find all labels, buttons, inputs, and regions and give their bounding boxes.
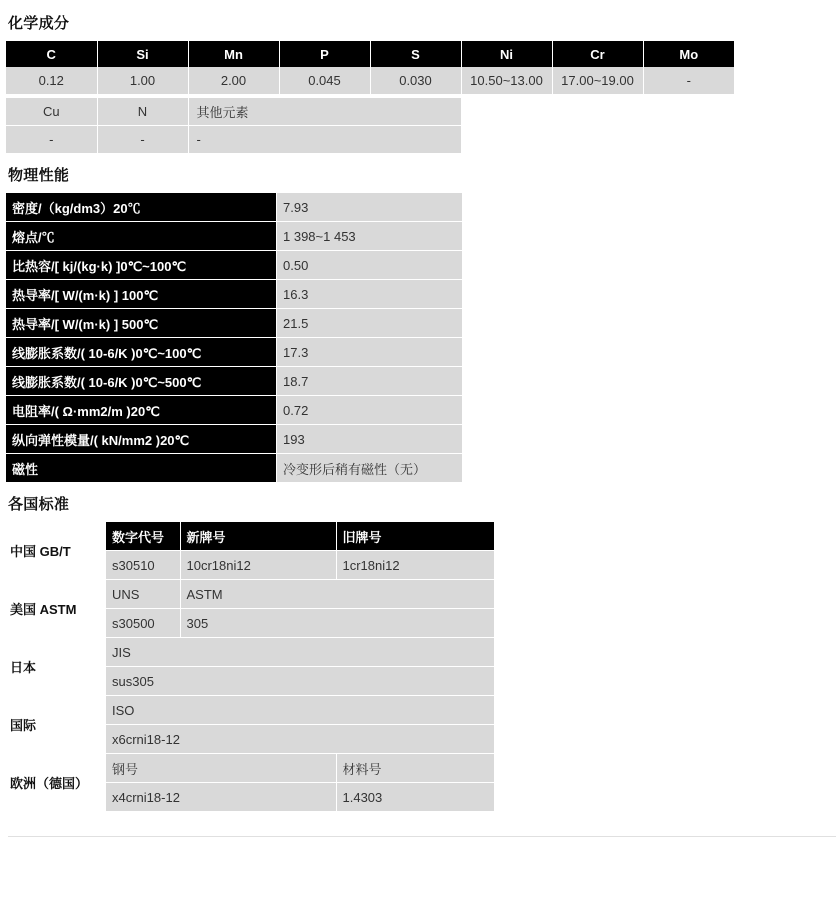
cell-mn-value: 2.00 xyxy=(188,67,279,95)
section-title-chemical: 化学成分 xyxy=(8,15,70,32)
cell-usa-uns: s30500 xyxy=(106,609,180,638)
column-header-japan-jis: JIS xyxy=(106,638,494,667)
column-header-p: P xyxy=(279,41,370,67)
cell-c-value: 0.12 xyxy=(6,67,97,95)
column-header-c: C xyxy=(6,41,97,67)
row-value-melting-point: 1 398~1 453 xyxy=(277,222,463,251)
row-value-specific-heat: 0.50 xyxy=(277,251,463,280)
row-label-thermal-conductivity-500: 热导率/[ W/(m·k) ] 500℃ xyxy=(6,309,277,338)
table-row xyxy=(6,67,734,95)
table-row xyxy=(6,425,462,454)
cell-usa-astm: 305 xyxy=(180,609,494,638)
table-row xyxy=(6,580,494,609)
column-header-mn: Mn xyxy=(188,41,279,67)
standard-name-china: 中国 GB/T xyxy=(6,522,106,580)
bottom-divider xyxy=(8,836,836,837)
standard-name-usa: 美国 ASTM xyxy=(6,580,106,638)
column-header-s: S xyxy=(370,41,461,67)
cell-japan-jis: sus305 xyxy=(106,667,494,696)
column-header-ni: Ni xyxy=(461,41,552,67)
row-value-magnetism: 冷变形后稍有磁性（无） xyxy=(277,454,463,483)
row-label-melting-point: 熔点/℃ xyxy=(6,222,277,251)
table-row xyxy=(6,280,462,309)
row-label-specific-heat: 比热容/[ kj/(kg·k) ]0℃~100℃ xyxy=(6,251,277,280)
row-value-elastic-modulus: 193 xyxy=(277,425,463,454)
standard-name-international: 国际 xyxy=(6,696,106,754)
cell-si-value: 1.00 xyxy=(97,67,188,95)
row-value-expansion-100: 17.3 xyxy=(277,338,463,367)
cell-china-old-grade: 1cr18ni12 xyxy=(336,551,494,580)
cell-europe-material-number: 1.4303 xyxy=(336,783,494,812)
cell-n-value: - xyxy=(97,126,188,154)
table-row xyxy=(6,338,462,367)
cell-cu-value: - xyxy=(6,126,97,154)
cell-p-value: 0.045 xyxy=(279,67,370,95)
table-row xyxy=(6,696,494,725)
cell-china-code: s30510 xyxy=(106,551,180,580)
column-header-other-elements: 其他元素 xyxy=(188,98,461,126)
table-row xyxy=(6,522,494,551)
column-header-usa-uns: UNS xyxy=(106,580,180,609)
row-label-resistivity: 电阻率/( Ω·mm2/m )20℃ xyxy=(6,396,277,425)
column-header-europe-material-number: 材料号 xyxy=(336,754,494,783)
table-row xyxy=(6,754,494,783)
cell-europe-steel-number: x4crni18-12 xyxy=(106,783,336,812)
row-label-expansion-100: 线膨胀系数/( 10-6/K )0℃~100℃ xyxy=(6,338,277,367)
cell-cr-value: 17.00~19.00 xyxy=(552,67,643,95)
column-header-si: Si xyxy=(97,41,188,67)
column-header-europe-steel-number: 钢号 xyxy=(106,754,336,783)
table-row xyxy=(6,126,734,154)
column-header-cr: Cr xyxy=(552,41,643,67)
column-header-international-iso: ISO xyxy=(106,696,494,725)
table-row xyxy=(6,193,462,222)
table-row-header-secondary xyxy=(6,98,734,126)
column-header-mo: Mo xyxy=(643,41,734,67)
table-row-header xyxy=(6,41,734,67)
column-header-china-new-grade: 新牌号 xyxy=(180,522,336,551)
chemical-composition-table xyxy=(6,41,734,154)
row-label-expansion-500: 线膨胀系数/( 10-6/K )0℃~500℃ xyxy=(6,367,277,396)
national-standards-table xyxy=(6,522,494,812)
row-label-elastic-modulus: 纵向弹性模量/( kN/mm2 )20℃ xyxy=(6,425,277,454)
cell-empty xyxy=(461,126,734,154)
cell-china-new-grade: 10cr18ni12 xyxy=(180,551,336,580)
row-label-thermal-conductivity-100: 热导率/[ W/(m·k) ] 100℃ xyxy=(6,280,277,309)
column-header-china-code: 数字代号 xyxy=(106,522,180,551)
column-header-cu: Cu xyxy=(6,98,97,126)
table-row xyxy=(6,367,462,396)
cell-s-value: 0.030 xyxy=(370,67,461,95)
standard-name-europe: 欧洲（德国） xyxy=(6,754,106,812)
column-header-n: N xyxy=(97,98,188,126)
cell-other-elements-value: - xyxy=(188,126,461,154)
row-label-density: 密度/（kg/dm3）20℃ xyxy=(6,193,277,222)
table-row xyxy=(6,638,494,667)
column-header-china-old-grade: 旧牌号 xyxy=(336,522,494,551)
cell-ni-value: 10.50~13.00 xyxy=(461,67,552,95)
standard-name-japan: 日本 xyxy=(6,638,106,696)
row-value-expansion-500: 18.7 xyxy=(277,367,463,396)
row-label-magnetism: 磁性 xyxy=(6,454,277,483)
row-value-resistivity: 0.72 xyxy=(277,396,463,425)
row-value-thermal-conductivity-100: 16.3 xyxy=(277,280,463,309)
table-row xyxy=(6,309,462,338)
table-row xyxy=(6,222,462,251)
physical-properties-table xyxy=(6,193,462,483)
section-title-standards: 各国标准 xyxy=(8,496,70,513)
row-value-density: 7.93 xyxy=(277,193,463,222)
table-row xyxy=(6,396,462,425)
section-title-physical: 物理性能 xyxy=(8,167,70,184)
column-header-usa-astm: ASTM xyxy=(180,580,494,609)
cell-international-iso: x6crni18-12 xyxy=(106,725,494,754)
table-row xyxy=(6,454,462,483)
cell-mo-value: - xyxy=(643,67,734,95)
row-value-thermal-conductivity-500: 21.5 xyxy=(277,309,463,338)
table-row xyxy=(6,251,462,280)
cell-empty xyxy=(461,98,734,126)
